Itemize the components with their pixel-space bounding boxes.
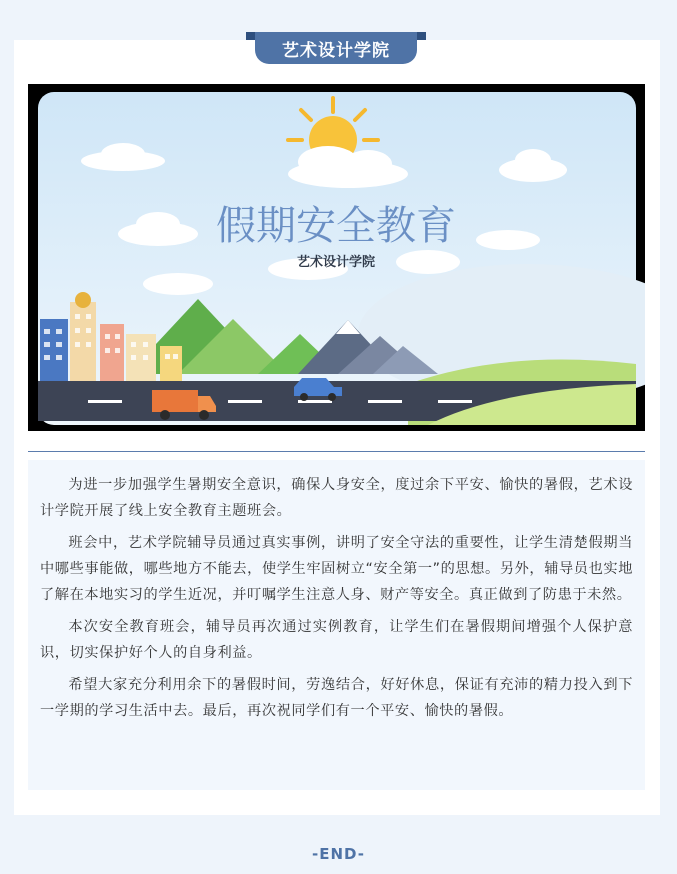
hero-image (28, 84, 645, 431)
article-paragraph: 为进一步加强学生暑期安全意识，确保人身安全，度过余下平安、愉快的暑假，艺术设计学院开展了线上安全教育主题班会。 (40, 477, 633, 519)
hero-illustration (28, 84, 645, 431)
article-body (28, 460, 645, 790)
article-paragraph: 本次安全教育班会，辅导员再次通过实例教育，让学生们在暑假期间增强个人保护意识，切实保护好个人的自身利益。 (40, 619, 633, 661)
end-marker: -END- (312, 845, 365, 863)
article-paragraph: 希望大家充分利用余下的暑假时间，劳逸结合，好好休息，保证有充沛的精力投入到下一学期的学习生活中去。最后，再次祝同学们有一个平安、愉快的暑假。 (40, 677, 633, 719)
section-divider (28, 451, 645, 452)
article-paragraph: 班会中，艺术学院辅导员通过真实事例，讲明了安全守法的重要性，让学生清楚假期当中哪些事能做，哪些地方不能去，使学生牢固树立“安全第一”的思想。另外，辅导员也实地了解在本地实习的学生近况，并叮嘱学生注意人身、财产等安全。真正做到了防患于未然。 (40, 535, 633, 603)
section-tag-label: 艺术设计学院 (255, 32, 417, 64)
section-tag (246, 32, 426, 68)
hero-subtitle: 艺术设计学院 (296, 255, 376, 270)
hero-title: 假期安全教育 (216, 203, 456, 249)
